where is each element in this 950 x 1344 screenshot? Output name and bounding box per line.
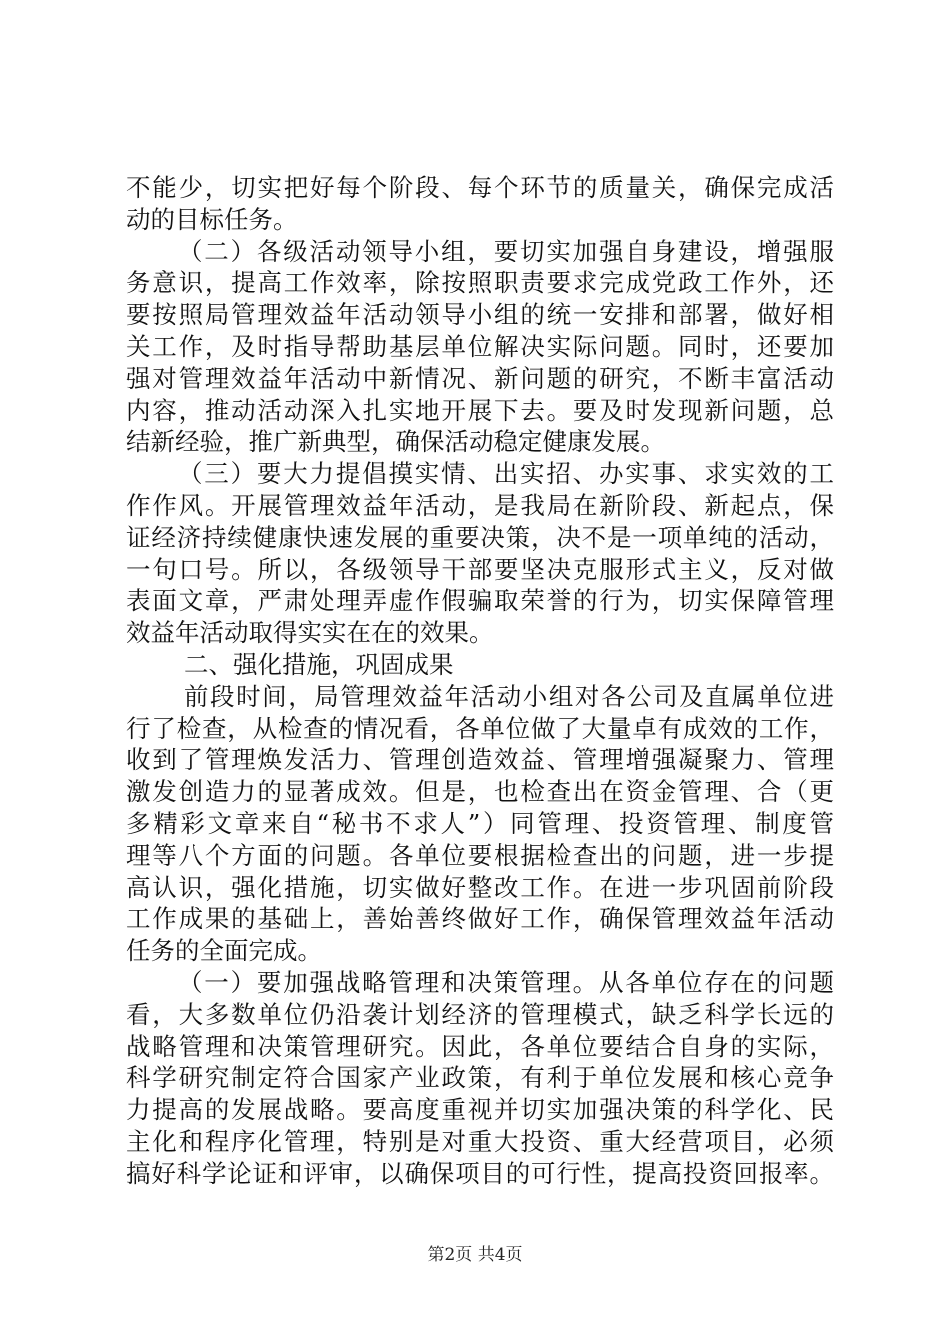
text-line: 强对管理效益年活动中新情况、新问题的研究，不断丰富活动 <box>126 363 834 393</box>
page-number-footer: 第2页 共4页 <box>427 1245 523 1265</box>
section-heading: 二、强化措施，巩固成果 <box>184 650 454 679</box>
text-line: 效益年活动取得实实在在的效果。 <box>126 618 494 648</box>
text-line: 力提高的发展战略。要高度重视并切实加强决策的科学化、民 <box>126 1095 834 1125</box>
text-line: 看，大多数单位仍沿袭计划经济的管理模式，缺乏科学长远的 <box>126 999 834 1029</box>
text-line: 任务的全面完成。 <box>126 936 322 966</box>
text-line: 行了检查，从检查的情况看，各单位做了大量卓有成效的工作， <box>126 713 834 743</box>
text-line: 收到了管理焕发活力、管理创造效益、管理增强凝聚力、管理 <box>126 745 834 775</box>
text-line: 关工作，及时指导帮助基层单位解决实际问题。同时，还要加 <box>126 332 834 361</box>
text-line: 理等八个方面的问题。各单位要根据检查出的问题，进一步提 <box>126 840 834 870</box>
text-line: 科学研究制定符合国家产业政策，有利于单位发展和核心竞争 <box>126 1063 834 1093</box>
text-line: （三）要大力提倡摸实情、出实招、办实事、求实效的工 <box>178 459 834 489</box>
text-line: 动的目标任务。 <box>126 204 298 234</box>
text-line: 务意识，提高工作效率，除按照职责要求完成党政工作外，还 <box>126 268 834 298</box>
text-line: 内容，推动活动深入扎实地开展下去。要及时发现新问题，总 <box>126 395 834 425</box>
text-line: 高认识，强化措施，切实做好整改工作。在进一步巩固前阶段 <box>126 872 834 902</box>
text-line: 一句口号。所以，各级领导干部要坚决克服形式主义，反对做 <box>126 554 834 584</box>
text-line: 不能少，切实把好每个阶段、每个环节的质量关，确保完成活 <box>126 173 834 202</box>
text-line: 表面文章，严肃处理弄虚作假骗取荣誉的行为，切实保障管理 <box>126 586 834 616</box>
text-line: （二）各级活动领导小组，要切实加强自身建设，增强服 <box>178 236 834 266</box>
text-line: 证经济持续健康快速发展的重要决策，决不是一项单纯的活动， <box>126 522 834 552</box>
text-line: 前段时间，局管理效益年活动小组对各公司及直属单位进 <box>184 681 834 711</box>
text-line: 激发创造力的显著成效。但是，也检查出在资金管理、合（更 <box>126 777 834 807</box>
text-line: 作作风。开展管理效益年活动，是我局在新阶段、新起点，保 <box>126 491 834 520</box>
text-line: 要按照局管理效益年活动领导小组的统一安排和部署，做好相 <box>126 300 834 330</box>
text-line: 主化和程序化管理，特别是对重大投资、重大经营项目，必须 <box>126 1127 834 1156</box>
text-line: 搞好科学论证和评审，以确保项目的可行性，提高投资回报率。 <box>126 1158 834 1188</box>
text-line: （一）要加强战略管理和决策管理。从各单位存在的问题 <box>178 968 834 997</box>
text-line: 工作成果的基础上，善始善终做好工作，确保管理效益年活动 <box>126 904 834 934</box>
text-line: 战略管理和决策管理研究。因此，各单位要结合自身的实际， <box>126 1031 834 1061</box>
text-line: 结新经验，推广新典型，确保活动稳定健康发展。 <box>126 427 665 457</box>
text-line: 多精彩文章来自“秘书不求人”）同管理、投资管理、制度管 <box>126 809 834 838</box>
